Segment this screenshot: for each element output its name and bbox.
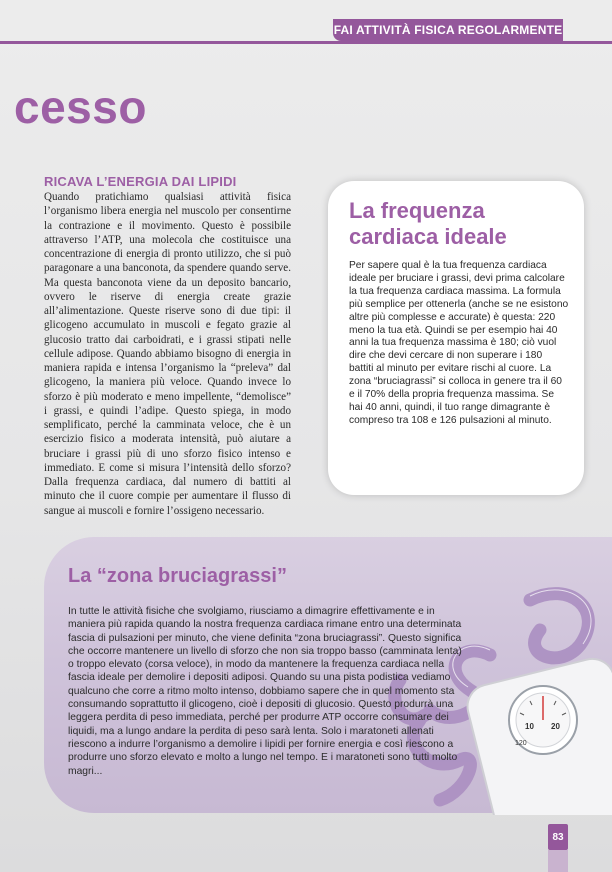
bottom-panel-title: La “zona bruciagrassi”: [68, 565, 287, 587]
scale-number: 10: [525, 722, 534, 731]
header-divider: [0, 41, 612, 44]
scale-number: 20: [551, 722, 560, 731]
main-body-text: Quando pratichiamo qualsiasi attività fisica l’organismo libera energia nel muscolo per consentirne la contrazione e il movimento. Questo è possibile attraverso l’ATP, una molecola che costituisce una concentrazione di energia di pronto utilizzo, che si può paragonare a una banconota, da spendere quando serve. Ma questa banconota viene da un deposito bancario, ovvero le riserve di energia create grazie all’alimentazione. Queste riserve sono di due tipi: il glicogeno accumulato in muscoli e fegato grazie al glucosio tratto dai carboidrati, e i grassi stipati nelle cellule adipose. Quando abbiamo bisogno di energia in maniera rapida e intensa l’organismo la “preleva” dal glicogeno, la maniera più veloce. Quando invece lo sforzo è più moderato e meno impellente, “demolisce” i grassi, e quindi l’adipe. Questo spiega, in modo semplificato, perché la camminata veloce, che è un esercizio fisico a moderata intensità, può aiutare a bruciare i grassi più di uno sforzo fisico intenso e immediato. E come si misura l’intensità dello sforzo? Dalla frequenza cardiaca, dal numero di battiti al minuto che il cuore compie per aumentare il flusso di sangue ai muscoli e fornire l’ossigeno necessario.: [44, 191, 291, 517]
sidebar-box-text: Per sapere qual è la tua frequenza cardiaca ideale per bruciare i grassi, devi prima calcolare la tua frequenza cardiaca massima. La formula più semplice per ottenerla (anche se ne esistono altre più complesse e accurate) è questa: 220 meno la tua età. Quindi se per esempio hai 40 anni la tua frequenza massima è 180; ciò vuol dire che devi cercare di non superare i 180 battiti al minuto per evitare rischi al cuore. La zona “bruciagrassi” si colloca in genere tra il 60 e il 70% della propria frequenza massima. Se hai 40 anni, quindi, il tuo range dimagrante è compreso tra 108 e 126 pulsazioni al minuto.: [349, 260, 569, 426]
chapter-tab: FAI ATTIVITÀ FISICA REGOLARMENTE: [333, 19, 563, 41]
bottom-panel-text: In tutte le attività fisiche che svolgiamo, riusciamo a dimagrire effettivamente e in maniera più rapida quando la nostra frequenza cardiaca rimane entro una determinata fascia di pulsazioni per minuto, che viene definita “zona bruciagrassi”. Questo significa che occorre mantenere un livello di sforzo che non sia troppo basso (camminata lenta) o troppo elevato (corsa veloce), in modo da mantenere la frequenza cardiaca nella fascia ideale per demolire i depositi adiposi. Quando su una pista podistica vediamo qualcuno che corre a ritmo molto intenso, dobbiamo sapere che in quel momento sta consumando soprattutto il glicogeno, cioè i depositi di glucosio. Questo produrrà una leggera perdita di peso immediata, perché per produrre ATP occorre consumare dei liquidi, ma a lungo andare la perdita di peso sarà lenta. Solo i maratoneti allenati riescono a indurre l’organismo a demolire i lipidi per fornire energia e così riescono a produrre uno sforzo elevato e molto a lungo nel tempo. E i maratoneti sono tutti molto magri...: [68, 606, 462, 777]
page-number: 83: [548, 824, 568, 850]
sidebar-box-title: La frequenza cardiaca ideale: [349, 198, 507, 249]
page-title: cesso: [14, 81, 147, 133]
page-number-stripe: [548, 850, 568, 872]
section-heading: RICAVA L’ENERGIA DAI LIPIDI: [44, 174, 237, 189]
scale-number: 120: [515, 740, 527, 747]
